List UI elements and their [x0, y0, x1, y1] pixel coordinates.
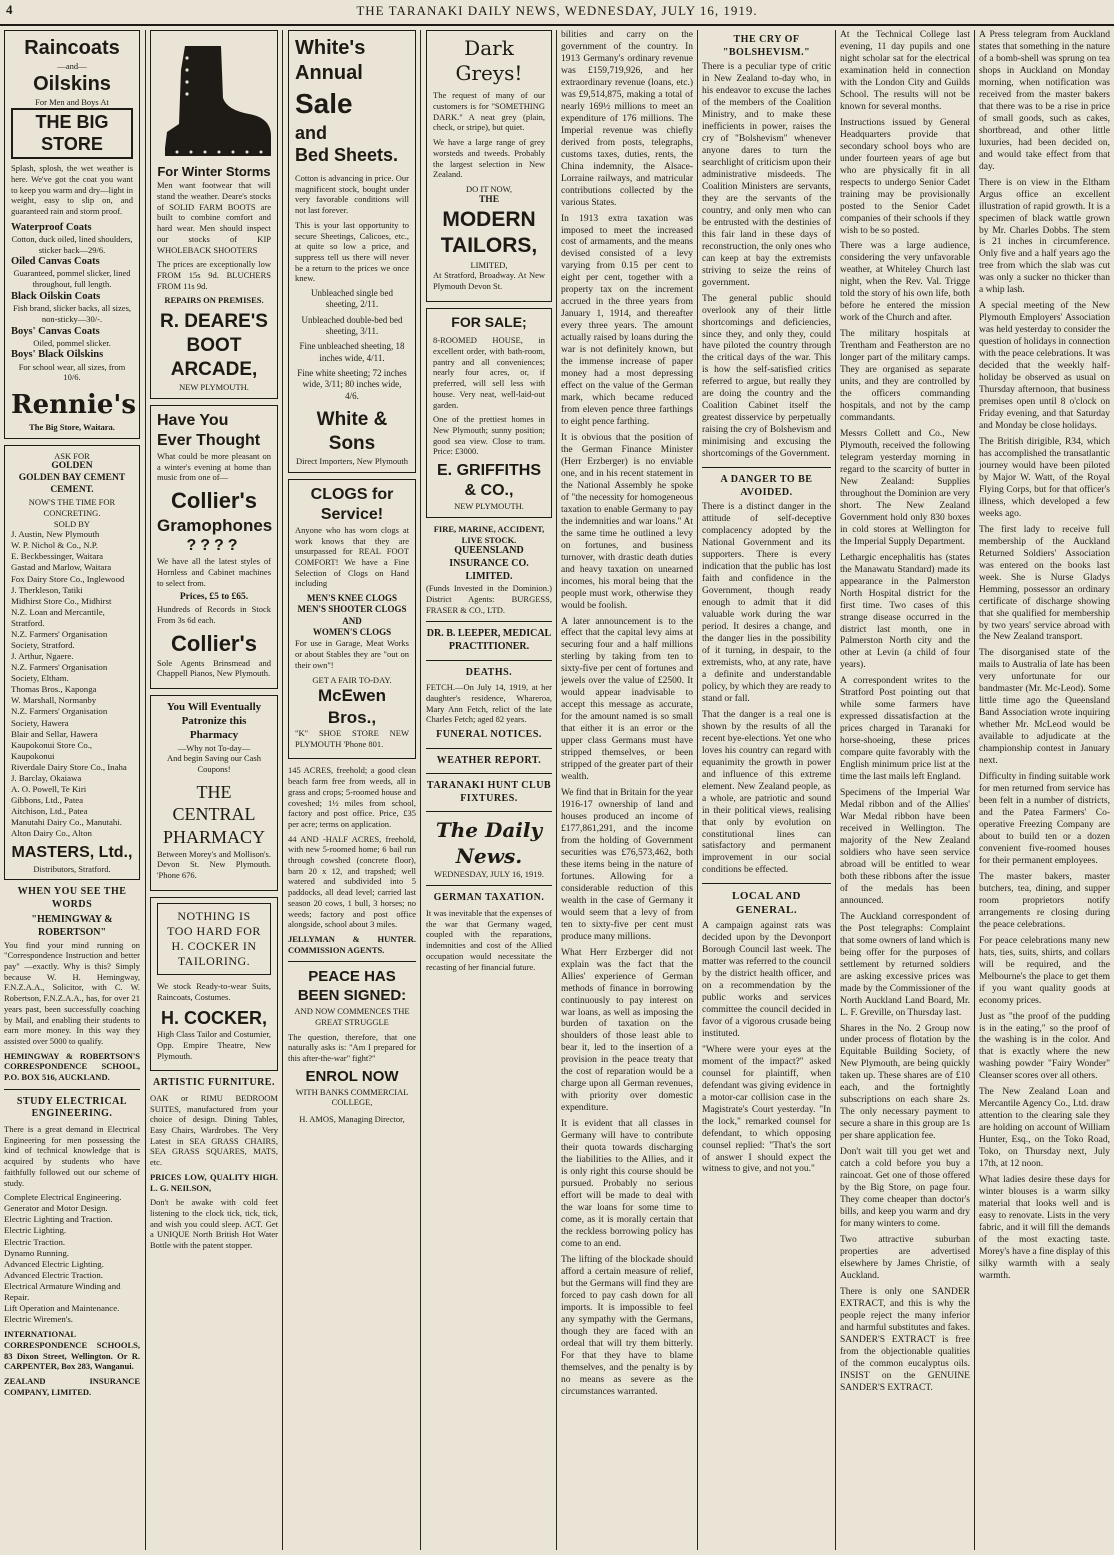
article-paragraph: There is on view in the Eltham Argus office an excellent illustration of rapid growth. It is a specimen of black wattle grown by Mr. Charles Dobbs. The stem is 21 inches in circumference. Only five and a half years ago the tree from which the slab was cut was only a sucker no thicker than a whip lash. — [979, 177, 1110, 296]
boot-prices: The prices are exceptionally low FROM 15s 9d. BLUCHERS FROM 11s 9d. — [157, 259, 271, 291]
item-name: Black Oilskin Coats — [11, 290, 101, 302]
clog-item: MEN'S SHOOTER CLOGS — [297, 604, 407, 615]
article-paragraph: Don't wait till you get wet and catch a cold before you buy a raincoat. Get one of those offered by the Big Store, on page four. They come cheaper than doctor's bills, and keep you warm and dry for many winters to come. — [840, 1147, 970, 1229]
oilskins-title: Oilskins — [33, 72, 111, 95]
course-list-item: Advanced Electric Lighting. — [4, 1258, 104, 1269]
cocker-sub: High Class Tailor and Costumier, Opp. Empire Theatre, New Plymouth. — [157, 1029, 271, 1061]
column-rule — [697, 30, 698, 1550]
column-3 — [288, 30, 416, 1550]
records-notice: Hundreds of Records in Stock From 3s 6d each. — [157, 604, 271, 626]
mcewen-logo: McEwen Bros., — [317, 686, 387, 727]
griffiths-co: & CO., — [464, 482, 514, 500]
column-5 — [561, 30, 693, 1550]
rennies-logo: Rennie's — [11, 390, 136, 421]
for-sale-price: One of the prettiest homes in New Plymouth; sunny position; good sea view. Close to tram. Price: £3000. — [433, 414, 545, 457]
agent-list-item: Fox Dairy Store Co., Inglewood — [11, 573, 125, 584]
article-paragraph: What ladies desire these days for winter blouses is a warm silky material that looks well and is easy to renovate. Lists in the very fabric, and it will fill the demands of the most exacting taste. Morey's have a fine display of this silky warmth with a sealy warmth. — [979, 1175, 1110, 1281]
amos-signature: H. AMOS, Managing Director, — [299, 1113, 405, 1124]
agent-list-item: Gibbons, Ltd., Patea — [11, 795, 84, 806]
griffiths-location: NEW PLYMOUTH. — [454, 501, 524, 512]
tailors-address: At Stratford, Broadway. At New Plymouth Devon St. — [433, 270, 545, 291]
sheet-price-item: Fine unbleached sheeting, 18 inches wide, 4/11. — [299, 341, 405, 363]
patronize-title: You Will Eventually Patronize this Pharmacy — [166, 700, 262, 741]
page-number: 4 — [6, 2, 14, 17]
column-rule — [420, 30, 421, 1550]
course-list-item: Dynamo Running. — [4, 1247, 69, 1258]
danger-heading: A DANGER TO BE AVOIDED. — [720, 474, 813, 498]
agent-list — [11, 529, 133, 839]
clog-item: WOMEN'S CLOGS — [312, 627, 392, 638]
sheet-price-item: Unbleached double-bed bed sheeting, 3/11. — [301, 314, 403, 336]
item-desc: Oiled, pommel slicker. — [33, 337, 111, 348]
raincoat-item-list — [11, 221, 133, 383]
electrical-body: There is a great demand in Electrical Engineering for men possessing the kind of technical knowledge that is acquired by students who have faithfully followed out our scheme of study. — [4, 1123, 140, 1188]
agent-list-item: Thomas Bros., Kaponga — [11, 684, 97, 695]
do-it-now: DO IT NOW, — [465, 184, 513, 194]
big-store-logo: THE BIG STORE — [11, 108, 133, 159]
modern-title: MODERN — [442, 207, 536, 231]
article-paragraph: The British dirigible, R34, which has accomplished the transatlantic journey would have been piloted by Major W. Watt, of the Royal Flying Corps, but for that officer's illness, which developed a few weeks ago. — [979, 436, 1110, 519]
column-rule — [835, 30, 836, 1550]
agent-list-item: Riverdale Dairy Store Co., Inaha — [11, 761, 127, 772]
dark-greys-title: Dark Greys! — [455, 36, 523, 86]
agent-list-item: N.Z. Farmers' Organisation Society, Stratford. — [11, 628, 108, 651]
article-paragraph: The New Zealand Loan and Mercantile Agency Co., Ltd. draw attention to the clearing sale they are holding on account of William Hunter, Esq., on the Toko Road, Toko, on Thursday next, July 17th, at 12 noon. — [979, 1087, 1110, 1170]
article-paragraph: Lethargic encephalitis has (states the Manawatu Standard) made its appearance in the Palmerston North Hospital district for the first time. Two cases of this strange disease occurred in the district last month, one in Palmerston North city and the other at Levin (a child of four years). — [840, 552, 970, 671]
ever-thought-title: Ever Thought — [157, 431, 261, 449]
deare-boot: BOOT — [186, 335, 242, 357]
article-paragraph: It is obvious that the position of the German Finance Minister (Herr Erzberger) is no enviable one, and in his recent statement in the National Assembly he spoke of "the necessity for homogeneous taxation to enable Germany to pay the indemnities and war loans." At the same time he outlined a levy on fortunes, and business turnover, with drastic death duties and heavy taxation on unearned incomes, his moral being that the people must work, otherwise they would be foolish. — [561, 432, 693, 611]
column-2 — [150, 30, 278, 1550]
course-list-item: Generator and Motor Design. — [4, 1203, 108, 1214]
pharmacy-address: Between Morey's and Mollison's. Devon St. New Plymouth. 'Phone 676. — [157, 848, 271, 881]
article-paragraph: The military hospitals at Trentham and Featherston are no longer part of the military camps. They are organised as separate units, and they are controlled by the officers commanding hospitals, and not by the camp commandants. — [840, 329, 970, 424]
queensland-insurance: QUEENSLAND INSURANCE CO. LIMITED. — [449, 545, 529, 582]
insurance-heading: FIRE, MARINE, ACCIDENT, LIVE STOCK. — [433, 524, 545, 545]
article-paragraph: The disorganised state of the mails to Australia of late has been very unfortunate for our bandmaster (Mr. Mc-Leod). Some little time ago the Queensland Band Association wrote inquiring whether Mr. McLeod would be available to adjudicate at the championship contest in January next. — [979, 648, 1110, 767]
course-list-item: Lift Operation and Maintenance. — [4, 1302, 120, 1313]
article-paragraph: A correspondent writes to the Stratford Post pointing out that while some farmers have expressed dissatisfaction at the prices charged in Taranaki for horse-shoeing, these prices compare quite favorably with the English minimum price list at the time the last mails left England. — [840, 676, 970, 783]
article-paragraph: The general public should overlook any of their little shortcomings and deficiencies, since they, and only they, could have piloted the country through the critical days of the war. This is how the self-satisfied critics referred to argue, but really they are doing the country and the Coalition Cabinet itself the greatest disservice by perpetually raising the cry of Bolshevism and minimising and excusing the shortcomings of the Government. — [702, 293, 831, 460]
article-paragraph: There is a peculiar type of critic in New Zealand to-day who, in his endeavor to excuse the laches of the members of the Coalition Ministry, and to make these inefficients in power, raises the cry of "Bolshevism" whenever anyone dares to turn the searchlight of criticism upon their administrative misdeeds. The Coalition Ministers are servants, they are the servants of the country, and only men who can be entrusted with the destinies of this fair land in these days of reconstruction, the only ones who can keep at bay the extremists striving to seize the reins of government. — [702, 62, 831, 288]
sheet-price-item: Fine white sheeting; 72 inches wide, 3/11; 80 inches wide, 4/6. — [297, 367, 407, 401]
insurance-body: (Funds Invested in the Dominion.) District Agents: BURGESS, FRASER & CO., LTD. — [426, 583, 552, 615]
article-paragraph: That the danger is a real one is shown by the results of all the recent bye-elections. Yet one who loves his country can regard with equanimity the growth in power and influence of this extreme element. New Zealand people, as a whole, are patriotic and sound in their political views, realising that only by evolution on constitutional lines can satisfactory and permanent improvement in our social conditions be effected. — [702, 709, 831, 876]
gramophones-title: Gramophones — [157, 515, 273, 535]
repairs-notice: REPAIRS ON PREMISES. — [164, 295, 264, 306]
cement-l2: GOLDEN BAY CEMENT — [18, 473, 126, 484]
deare-ad — [150, 30, 278, 399]
hemingway-address: HEMINGWAY & ROBERTSON'S CORRESPONDENCE SCHOOL, P.O. BOX 516, AUCKLAND. — [4, 1050, 140, 1083]
cement-l3: CEMENT. — [50, 485, 94, 496]
column-1 — [4, 30, 140, 1550]
for-sale-title: FOR SALE; — [451, 313, 527, 330]
article-paragraph: Just as "the proof of the pudding is in the eating," so the proof of the washing is in the color. And that is exactly where the new washing powder "Fairy Wonder" Cleanser scores over all others. — [979, 1011, 1110, 1082]
clogs-ad — [288, 479, 416, 760]
agent-list-item: N.Z. Farmers' Organisation Society, Eltham. — [11, 662, 108, 684]
deare-logo: R. DEARE'S — [160, 311, 268, 333]
article-paragraph: A special meeting of the New Plymouth Employers' Association was held yesterday to consider the question of holidays in connection with the peace celebrations. It was decided that the weekly half-holiday be observed as usual on Thursday afternoon, that business premises open until 8 o'clock on Friday evening, and that Saturday and Monday be close holidays. — [979, 301, 1110, 431]
weather-heading: WEATHER REPORT. — [436, 754, 542, 766]
modern-tailors-ad — [426, 30, 552, 302]
cement-now: NOW'S THE TIME FOR CONCRETING. — [28, 497, 116, 518]
masters-logo: MASTERS, Ltd., — [11, 844, 133, 862]
tailors-limited: LIMITED, — [470, 259, 508, 270]
article-paragraph: A Press telegram from Auckland states that something in the nature of a bomb-shell was sprung on tea shops in Auckland on Monday morning, when notification was received from the master bakers that there was to be a rise in price of small goods, such as cakes, shortbread, and other little luxuries, had been decided on, and would take effect from that day. — [979, 30, 1110, 172]
white-sons-logo: White & Sons — [316, 408, 388, 454]
article-paragraph: A later announcement is to the effect that the capital levy aims at securing four and a half millions sterling by taking from ten to sixty-five per cent of fortunes and jewels over the value of £2500. It would appear inadvisable to accept this message as accurate, for the amount named is so small that either it is an error or the upper class Germans must have stripped themselves, or been stripped of the greater part of their wealth. — [561, 616, 693, 783]
peace-sub: AND NOW COMMENCES THE GREAT STRUGGLE — [294, 1006, 410, 1027]
course-list-item: Electric Lighting and Traction. — [4, 1214, 113, 1225]
course-list-item: Electric Wiremen's. — [4, 1314, 73, 1325]
article-paragraph: The lifting of the blockade should afford a certain measure of relief, but the Germans will find they are forced to pay cash down for all imports. It is impossible to feel any sympathy with the Germans, though they are faced with an ordeal that will try them bitterly. For that they have to blame themselves, and the penalty is by no means as severe as the circumstances warranted. — [561, 1254, 693, 1397]
whites-sale-ad — [288, 30, 416, 473]
agent-list-item: N.Z. Farmers' Organisation Society, Hawera — [11, 706, 108, 728]
modern-the: THE — [478, 194, 500, 205]
cotton-notice: Cotton is advancing in price. Our magnificent stock, bought under very favorable conditions will not last forever. — [295, 172, 409, 216]
course-list-item: Electric Traction. — [4, 1236, 66, 1247]
cement-sold: SOLD BY — [53, 518, 91, 529]
agent-list-item: Alton Dairy Co., Alton — [11, 828, 92, 839]
article-paragraph: Instructions issued by General Headquarters provide that secondary school boys who are under fourteen years of age but who are physically fit in all respects to undergo Senior Cadet training may be provisionally posted to the Senior Cadet companies of their schools if they wish to be so posted. — [840, 117, 970, 236]
farm-145-acres: 145 ACRES, freehold; a good clean beach farm free from weeds, all in grass and crops; 5-roomed house and coveshed; 1½ miles from school, factory and post office. Price, £35 per acre; terms on application. — [288, 765, 416, 829]
last-opportunity: This is your last opportunity to secure Sheetings, Calicoes, etc., at quite so low a price, and suppress tell us there will never be a return to the prices we once knew. — [295, 219, 409, 284]
masthead-title: THE TARANAKI DAILY NEWS, WEDNESDAY, JULY 16, 1919. — [356, 3, 758, 18]
agent-list-item: Gastad and Marlow, Waitara — [11, 562, 112, 573]
article-paragraph: Two attractive suburban properties are advertised elsewhere by James Christie, of Auckland. — [840, 1234, 970, 1281]
article-paragraph: There was a large audience, considering the very unfavorable weather, at Whiteley Church last night, when the Rev. Val. Trigge told the story of his own life, both before he entered the mission work of the Church and after. — [840, 241, 970, 324]
agent-list-item: J. Arthur, Ngaere. — [11, 651, 74, 662]
item-desc: Fish brand, slicker backs, all sizes, non-sticky—30/-. — [12, 303, 132, 324]
leeper-notice: DR. B. LEEPER, MEDICAL PRACTITIONER. — [426, 628, 552, 652]
cement-ad — [4, 445, 140, 881]
column-rule — [282, 30, 283, 1550]
gramophones-price: Prices, £5 to £65. — [179, 592, 249, 603]
column-rule — [974, 30, 975, 1550]
ics-address: INTERNATIONAL CORRESPONDENCE SCHOOLS, 83 Dixon Street, Wellington. Or R. CARPENTER, Box 283, Wanganui. — [4, 1329, 140, 1372]
course-list-item: Electrical Armature Winding and Repair. — [4, 1280, 121, 1302]
agent-list-item: Aitchison, Ltd., Patea — [11, 806, 88, 817]
agent-list-item: A. O. Powell, Te Kiri — [11, 784, 87, 795]
hot-water-bottle-ad: Don't be awake with cold feet listening to the clock tick, tick, tick, and wish you could sleep. ACT. Get a UNIQUE North British Hot Water Bottle with the patent stopper. — [150, 1197, 278, 1251]
neilson-name: PRICES LOW, QUALITY HIGH. L. G. NEILSON, — [150, 1171, 278, 1193]
clog-item: AND — [342, 615, 362, 626]
raincoats-sub: For Men and Boys At — [35, 97, 109, 108]
daily-news-title: The Daily News. — [435, 818, 543, 868]
item-desc: Cotton, duck oiled, lined shoulders, sticker back—29/6. — [11, 233, 133, 255]
grey-range: We have a large range of grey worsteds and tweeds. Probably the largest selection in New Zealand. — [433, 137, 545, 180]
and-title: and — [295, 122, 328, 143]
article-paragraph: It is evident that all classes in Germany will have to contribute their quota towards discharging the liabilities to the Allies, and it is only right this course should be pursued. Probably no serious effort will be made to deal with the war loans for some time to come, as it is morally certain that the reckless borrowing policy has come to an end. — [561, 1119, 693, 1249]
deaths-heading: DEATHS. — [465, 666, 513, 678]
raincoats-and: —and— — [57, 61, 87, 72]
mcewen-sub: "K" SHOE STORE NEW PLYMOUTH 'Phone 801. — [295, 728, 409, 749]
hemingway-heading: WHEN YOU SEE THE WORDS — [17, 886, 127, 910]
article-paragraph: Shares in the No. 2 Group now under process of flotation by the Equitable Building Society, of New Plymouth, are being quickly taken up. These shares are of £10 each, and the fortnightly subscriptions on each share 2s. The only necessary payment to secure a share in this group are 1s per share application fee. — [840, 1023, 970, 1142]
hunt-heading: TARANAKI HUNT CLUB FIXTURES. — [426, 780, 552, 804]
farm-44-acres: 44 AND -HALF ACRES, freehold, with new 5-roomed home; 6 bail run through cowshed (concrete floor), barn 20 x 12, and trapshed; well watered and subdivided into 5 paddocks, all dead level; carried last season 20 cows, 1 bull, 3 horses; no weeds; factory and post office alongside, school about 3 miles. — [288, 833, 416, 930]
article-paragraph: We find that in Britain for the year 1916-17 ownership of land and houses produced an income of £177,861,291, and the income from the holding of Government securities was £76,573,462, both these items being in the nature of fortunes. Allowing for a considerable reduction of this wealth in the case of Germany it would seem that a levy of from ten to sixty-five per cent must produce many millions. — [561, 788, 693, 942]
central-title: CENTRAL — [172, 804, 256, 825]
cement-ask: ASK FOR — [54, 450, 90, 461]
agent-list-item: W. P. Nichol & Co., N.P. — [11, 540, 98, 551]
course-list-item: Advanced Electric Traction. — [4, 1269, 103, 1280]
item-name: Waterproof Coats — [11, 221, 92, 233]
sheet-price-item: Unbleached single bed sheeting, 2/11. — [311, 288, 393, 310]
fair-notice: GET A FAIR TO-DAY. — [312, 674, 392, 685]
peace-question: The question, therefore, that one naturally asks is: "Am I prepared for this after-the-war" fight?" — [288, 1031, 416, 1063]
agent-list-item: J. Barclay, Okaiawa — [11, 772, 82, 783]
raincoats-ad — [4, 30, 140, 439]
column-4 — [426, 30, 552, 1550]
griffiths-logo: E. GRIFFITHS — [437, 462, 541, 480]
boot-icon — [157, 40, 277, 160]
colliers-logo: Collier's — [171, 488, 257, 514]
bolshevism-heading: THE CRY OF "BOLSHEVISM." — [722, 34, 811, 58]
article-paragraph: The Auckland correspondent of the Post telegraphs: Complaint that some owners of land which is being offer for the purposes of settlement by returned soldiers are asking excessive prices was made by the Commissioner of the North Auckland Land Board, Mr. L. F. Greville, on Thursday last. — [840, 911, 970, 1018]
cocker-stock: We stock Ready-to-wear Suits, Raincoats, Costumes. — [157, 981, 271, 1002]
article-paragraph: "Where were your eyes at the moment of the impact?" asked counsel for plaintiff, when defendant was giving evidence in a motor-car collision case in the Magistrate's Court yesterday. "In the lock," remarked counsel for defendant, to which opposing counsel replied: "That's the sort of answer I should expect the witness to give, and not you." — [702, 1044, 831, 1175]
deaths-body: FETCH.—On July 14, 1919, at her daughter's residence, Whareroa, Mary Ann Fetch, relict of the late Charles Fetch; aged 82 years. — [426, 682, 552, 725]
clogs-title: CLOGS for Service! — [310, 485, 394, 523]
winter-storms-body: Men want footwear that will stand the weather. Deare's stocks of SOLID FARM BOOTS are built to combine comfort and hard wear. Men should inspect our stocks of KIP WHOLEBACK SHOOTERS — [157, 180, 271, 255]
clogs-use: For use in Garage, Meat Works or about Stables they are "out on their own"! — [295, 638, 409, 670]
sale-title: Sale — [295, 88, 353, 120]
splash-text: Splash, splosh, the wet weather is here. We've got the coat you want to keep you warm and dry—light in weight, easy to slip on, and guaranteed rain and storm proof. — [11, 163, 133, 216]
agent-list-item: J. Austin, New Plymouth — [11, 529, 100, 540]
furniture-body: OAK or RIMU BEDROOM SUITES, manufactured from your choice of design. Dining Tables, Easy Chairs, Wardrobes. The Very Latest in SEA GRASS CHAIRS, SEA GRASS SQUARES, MATS, etc. — [150, 1092, 278, 1168]
insurance-company: ZEALAND INSURANCE COMPANY, LIMITED. — [4, 1375, 140, 1397]
clog-item: MEN'S KNEE CLOGS — [306, 593, 398, 604]
agent-list-item: E. Beckbessinger, Waitara — [11, 551, 104, 562]
column-7 — [840, 30, 970, 1550]
article-paragraph: A campaign against rats was decided upon by the Devonport Borough Council last week. The matter was referred to the council by the district health officer, and on a recommendation by the public works and services committee the council decided in favor of a vigorous crusade being instituted. — [702, 921, 831, 1039]
question-marks: ???? — [186, 537, 242, 555]
item-name: Boys' Black Oilskins — [11, 349, 104, 361]
article-paragraph: There is only one SANDER EXTRACT, and this is why the people reject the many inferior and harmful substitutes and fakes. SANDER'S EXTRACT is free from the objectionable qualities of the common eucalyptus oils. INSIST on the GENUINE SANDER'S EXTRACT. — [840, 1286, 970, 1393]
for-sale-body: 8-ROOMED HOUSE, in excellent order, with bath-room, pantry and all conveniences; nearly four acres, or, if preferred, will sell less with house. Very neat, well-laid-out garden. — [433, 335, 545, 410]
course-list-item: Complete Electrical Engineering. — [4, 1192, 122, 1203]
tailors-title: TAILORS, — [440, 234, 538, 258]
agent-list-item: J. Therkleson, Tatiki — [11, 584, 83, 595]
colliers-ad — [150, 405, 278, 689]
article-paragraph: The first lady to receive full membership of the Auckland Returned Soldiers' Association was entered on the books last week. She is Nurse Gladys Hemming, possessor an ordinary certificate of discharge showing that she qualified for membership by two years' service abroad with the New Zealand transport. — [979, 524, 1110, 643]
article-paragraph: The master bakers, master butchers, tea, dining, and supper room proprietors notify arrangements re closing during the peace celebrations. — [979, 871, 1110, 930]
deare-location: NEW PLYMOUTH. — [179, 381, 249, 392]
article-paragraph: Messrs Collett and Co., New Plymouth, received the following telegram yesterday morning in regard to the scarcity of butter in New Zealand: Supplies throughout the Dominion are very short. The New Zealand Government hold only 830 boxes in cold stores at Wellington for the Imperial Supply Department. — [840, 429, 970, 547]
cocker-ad — [150, 897, 278, 1072]
agent-list-item: Midhirst Store Co., Midhirst — [11, 595, 112, 606]
masthead — [0, 0, 1114, 26]
funeral-heading: FUNERAL NOTICES. — [436, 728, 542, 740]
item-desc: For school wear, all sizes, from 10/6. — [18, 361, 126, 383]
for-sale-ad — [426, 308, 552, 518]
deare-arcade: ARCADE, — [170, 358, 258, 380]
article-paragraph: What Herr Erzberger did not explain was the fact that the Allies' experience of German methods of finance in borrowing continuously to pay interest on war loans, as well as imposing the burden of taxation on the shoulders of those least able to bear it, led to the insertion of a provision in the peace treaty that the cost of reparation would be a charge upon all German revenues, with priority over domestic expenditure. — [561, 947, 693, 1114]
gramophones-body: We have all the latest styles of Hornless and Cabinet machines to select from. — [157, 556, 271, 588]
peace-title: PEACE HAS BEEN SIGNED: — [297, 968, 407, 1005]
annual-title: Annual — [295, 62, 363, 85]
hemingway-name: "HEMINGWAY & ROBERTSON" — [31, 914, 113, 939]
article-paragraph: There is a distinct danger in the attitude of self-deceptive complacency adopted by the National Government and its supporters. There is every indication that the public has lost faith and confidence in the Government, though ready enough to admit that it did valuable work during the war period. It desires a change, and the danger lies in the possibility of it turning, in despair, to the extremists, who, at any rate, have a definite and understandable policy, by which they are ready to stand or fall. — [702, 502, 831, 704]
column-6 — [702, 30, 831, 1550]
agent-list-item: N.Z. Loan and Mercantile, Stratford. — [11, 606, 105, 628]
enrol-sub: WITH BANKS COMMERCIAL COLLEGE, — [295, 1086, 409, 1108]
jellyman-hunter: JELLYMAN & HUNTER. COMMISSION AGENTS. — [288, 933, 416, 955]
article-paragraph: At the Technical College last evening, 11 day pupils and one night scholar sat for the electrical examination held in connection with the London City and Guilds School. The results will not be known for several months. — [840, 30, 970, 112]
column-rule — [145, 30, 146, 1550]
item-desc: Guaranteed, pommel slicker, lined throughout, full length. — [13, 268, 131, 290]
winter-storms-title: For Winter Storms — [157, 164, 271, 179]
article-paragraph: In 1913 extra taxation was imposed to meet the increased cost of armaments, and the means devised consisted of a levy varying from 0.15 per cent to eight per cent, together with a property tax on the increment accrued in the three years from January 1, 1914, and thereafter every three years. The amount actually raised by loans during the war is not definitely known, but the immense increase of paper money had a most depressing effect on the value of the German mark, which became reduced from eleven pence three farthings to eight pence farthing. — [561, 213, 693, 427]
enrol-title: ENROL NOW — [305, 1067, 399, 1085]
item-name: Oiled Canvas Coats — [11, 256, 100, 268]
agent-list-item: Blair and Sellar, Hawera — [11, 728, 98, 739]
bed-sheets-title: Bed Sheets. — [295, 145, 399, 166]
raincoats-title: Raincoats — [24, 37, 120, 59]
electrical-heading: STUDY ELECTRICAL ENGINEERING. — [16, 1095, 128, 1120]
have-you-body: What could be more pleasant on a winter's evening at home than music from one of— — [157, 450, 271, 483]
agent-list-item: Manutahi Dairy Co., Manutahi. — [11, 817, 122, 828]
colliers-sub: Sole Agents Brinsmead and Chappell Pianos, New Plymouth. — [157, 657, 271, 679]
german-taxation-heading: GERMAN TAXATION. — [433, 892, 545, 904]
agent-list-item: Kaupokonui Store Co., Kaupokonui — [11, 739, 93, 761]
cement-l1: GOLDEN — [51, 461, 93, 472]
white-sons-sub: Direct Importers, New Plymouth — [296, 455, 408, 466]
clog-list — [295, 593, 409, 638]
article-paragraph: For peace celebrations many new hats, ties, suits, shirts, and collars will be required, and the Melbourne's the place to get them if you want quality goods at economy prices. — [979, 935, 1110, 1006]
hemingway-body: You find your mind running on "Correspondence Instruction and better pay" —exactly. Why is this? Simply because W. H. Hemingway, F.N.Z.A.A., Solicitor, with C. W. Robertson, F.N.Z.A.A., has, for over 21 years past, been successfully coaching by Mail, and enabling their students to earn more money. In this way they assisted over 5000 to qualify. — [4, 939, 140, 1046]
article-paragraph: Difficulty in finding suitable work for men returned from service has been felt in a number of districts, and the Patea Farmers' Co-operative Freezing Company are about to build ten or a dozen convenient five-roomed houses for their permanent employees. — [979, 772, 1110, 866]
have-you-title: Have You — [157, 411, 229, 429]
rennies-sub: The Big Store, Waitara. — [29, 421, 115, 432]
central-the: THE — [196, 781, 232, 802]
sheet-list — [295, 288, 409, 402]
furniture-heading: ARTISTIC FURNITURE. — [153, 1077, 275, 1089]
dark-greys-body: The request of many of our customers is for "SOMETHING DARK." A neat grey (plain, check, or stripe), but quiet. — [433, 90, 545, 133]
column-rule — [556, 30, 557, 1550]
masters-sub: Distributors, Stratford. — [33, 863, 111, 874]
article-paragraph: bilities and carry on the government of the country. In 1913 Germany's ordinary revenue was £159,719,926, and her extraordinary revenue (loans, etc.) was £9,514,875, making a total of nearly 169½ millions to meet an expenditure of 176 millions. The Imperial revenue was chiefly derived from posts, telegraphs, customs taxes, duties, rents, the China indemnity, the Alsace-Lorraine railways, and matricular contributions collected by the various States. — [561, 30, 693, 208]
cocker-slogan: NOTHING IS TOO HARD FOR H. COCKER IN TAILORING. — [157, 903, 271, 975]
german-taxation-intro: It was inevitable that the expenses of the war that Germany waged, coupled with the reparations, indemnities and cost of the Allied occupation would necessitate the recasting of her financial future. — [426, 908, 552, 972]
patronize-coupons: And begin Saving our Cash Coupons! — [167, 753, 261, 774]
cocker-logo: H. COCKER, — [160, 1007, 267, 1028]
pharmacy-ad — [150, 695, 278, 891]
clogs-body: Anyone who has worn clogs at work knows that they are unsurpassed for REAL FOOT COMFORT! We have a Fine Selection of Clogs on Hand including — [295, 524, 409, 589]
course-list-item: Electric Lighting. — [4, 1225, 67, 1236]
patronize-sub: —Why not To-day— — [177, 742, 251, 753]
item-name: Boys' Canvas Coats — [11, 325, 100, 337]
whites-title: White's — [295, 37, 366, 59]
article-paragraph: Specimens of the Imperial War Medal ribbon and of the Allies' War Medal ribbon have been received in Wellington. The majority of the New Zealand soldiers who have seen service abroad will be entitled to wear both these ribbons after the issue of the medals has been announced. — [840, 788, 970, 906]
column-8 — [979, 30, 1110, 1550]
local-general-heading: LOCAL AND GENERAL. — [732, 890, 801, 917]
course-list — [4, 1192, 140, 1325]
agent-list-item: W. Marshall, Normanby — [11, 695, 97, 706]
pharmacy-title: PHARMACY — [162, 826, 266, 847]
colliers-logo-2: Collier's — [171, 630, 257, 656]
daily-news-date: WEDNESDAY, JULY 16, 1919. — [434, 868, 544, 879]
